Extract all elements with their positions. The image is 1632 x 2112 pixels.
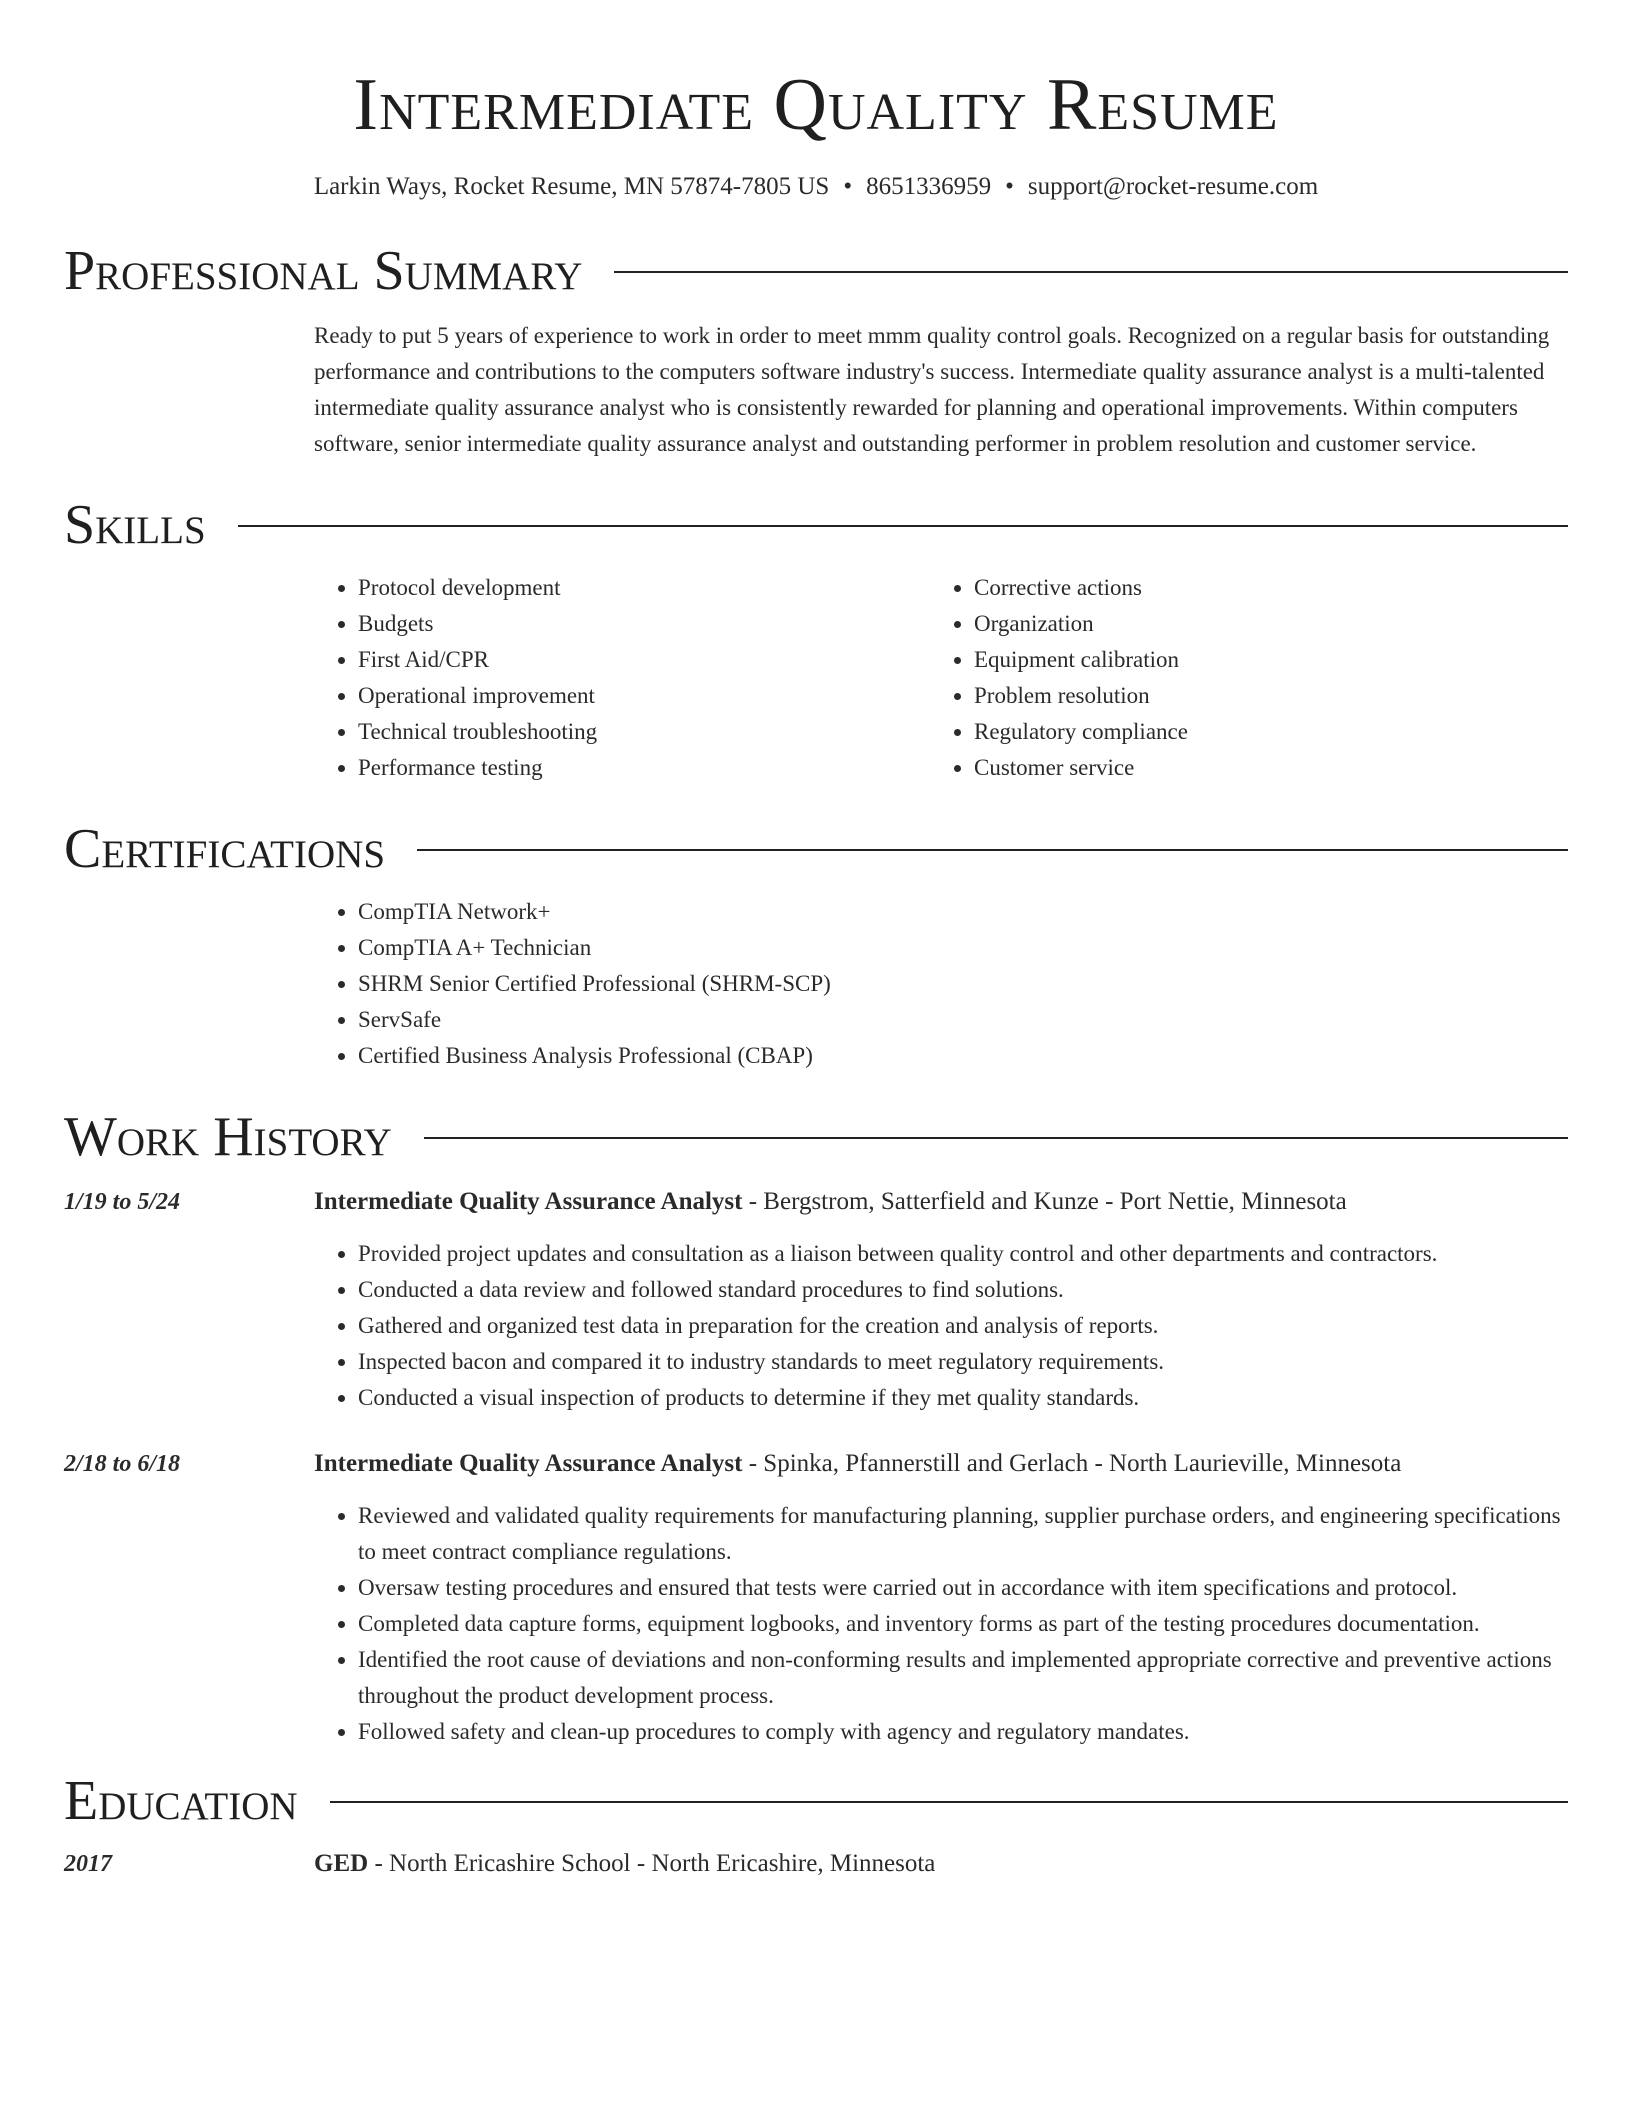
skills-block	[314, 570, 1568, 786]
section-rule	[614, 271, 1568, 273]
education-entry	[64, 1846, 1568, 1882]
skill-item: • First Aid/CPR	[358, 642, 930, 678]
contact-separator: •	[843, 173, 853, 200]
contact-separator: •	[1005, 173, 1014, 200]
section-rule	[330, 1801, 1568, 1803]
job-entry	[64, 1184, 1568, 1416]
section-title-summary: Professional Summary	[64, 240, 583, 302]
section-header-summary	[64, 238, 1568, 304]
section-header-skills	[64, 492, 1568, 558]
job-bullets	[314, 1236, 1568, 1416]
job-bullet: • Conducted a visual inspection of products to determine if they met quality standards.	[358, 1380, 1568, 1416]
skill-item: • Budgets	[358, 606, 930, 642]
skills-grid	[314, 570, 1568, 786]
job-bullet: • Gathered and organized test data in preparation for the creation and analysis of reports.	[358, 1308, 1568, 1344]
job-title: Intermediate Quality Assurance Analyst	[314, 1188, 743, 1215]
job-title: Intermediate Quality Assurance Analyst	[314, 1450, 743, 1477]
job-bullets-block	[314, 1498, 1568, 1750]
skill-item: • Performance testing	[358, 750, 930, 786]
summary-block	[314, 318, 1568, 462]
job-bullet: • Conducted a data review and followed standard procedures to find solutions.	[358, 1272, 1568, 1308]
contact-line	[64, 170, 1568, 204]
section-header-certifications	[64, 816, 1568, 882]
skill-item: • Corrective actions	[974, 570, 1546, 606]
skill-item: • Protocol development	[358, 570, 930, 606]
job-entry	[64, 1446, 1568, 1750]
contact-address: Larkin Ways, Rocket Resume, MN 57874-7805 US	[313, 173, 830, 200]
job-title-line	[314, 1184, 1347, 1220]
section-rule	[417, 849, 1568, 851]
certification-item: • CompTIA Network+	[358, 894, 1568, 930]
job-bullets-block	[314, 1236, 1568, 1416]
job-bullet: • Reviewed and validated quality requirements for manufacturing planning, supplier purchase orders, and engineering specifications to meet contract compliance regulations.	[358, 1498, 1568, 1570]
job-employer: - Spinka, Pfannerstill and Gerlach - North Laurieville, Minnesota	[742, 1450, 1402, 1477]
summary-text: Ready to put 5 years of experience to work in order to meet mmm quality control goals. Recognized on a regular basis for outstanding performance and contributions to the computers software industry's success. Intermediate quality assurance analyst is a multi-talented intermediate quality assurance analyst who is consistently rewarded for planning and operational improvements. Within computers software, senior intermediate quality assurance analyst and outstanding performer in problem resolution and customer service.	[314, 323, 1550, 456]
section-title-education: Education	[64, 1770, 298, 1832]
skill-item: • Customer service	[974, 750, 1546, 786]
job-bullet: • Followed safety and clean-up procedures to comply with agency and regulatory mandates.	[358, 1714, 1568, 1750]
education-block	[64, 1846, 1568, 1882]
skill-item: • Problem resolution	[974, 678, 1546, 714]
skill-item: • Regulatory compliance	[974, 714, 1546, 750]
section-header-work	[64, 1104, 1568, 1170]
job-bullet: • Provided project updates and consultation as a liaison between quality control and other departments and contractors.	[358, 1236, 1568, 1272]
certification-item: • Certified Business Analysis Professional (CBAP)	[358, 1038, 1568, 1074]
skills-list-left	[314, 570, 930, 786]
job-header	[64, 1184, 1568, 1220]
certifications-list	[314, 894, 1568, 1074]
section-title-certifications: Certifications	[64, 818, 386, 880]
work-history-block	[64, 1184, 1568, 1750]
resume-title: Intermediate Quality Resume	[353, 64, 1279, 146]
education-year: 2017	[64, 1851, 112, 1877]
job-bullet: • Inspected bacon and compared it to industry standards to meet regulatory requirements.	[358, 1344, 1568, 1380]
job-bullets	[314, 1498, 1568, 1750]
job-header	[64, 1446, 1568, 1482]
section-title-work: Work History	[64, 1106, 392, 1168]
job-dates: 1/19 to 5/24	[64, 1189, 181, 1215]
skill-item: • Organization	[974, 606, 1546, 642]
certification-item: • CompTIA A+ Technician	[358, 930, 1568, 966]
skill-item: • Equipment calibration	[974, 642, 1546, 678]
skill-item: • Technical troubleshooting	[358, 714, 930, 750]
skills-list-right	[930, 570, 1546, 786]
skill-item: • Operational improvement	[358, 678, 930, 714]
section-rule	[424, 1137, 1568, 1139]
education-degree: GED	[314, 1850, 369, 1877]
job-bullet: • Identified the root cause of deviations and non-conforming results and implemented appropriate corrective and preventive actions throughout the product development process.	[358, 1642, 1568, 1714]
education-line	[314, 1846, 935, 1882]
job-title-line	[314, 1446, 1401, 1482]
job-bullet: • Completed data capture forms, equipment logbooks, and inventory forms as part of the testing procedures documentation.	[358, 1606, 1568, 1642]
job-employer: - Bergstrom, Satterfield and Kunze - Port Nettie, Minnesota	[742, 1188, 1347, 1215]
contact-phone: 8651336959	[866, 173, 992, 200]
job-bullet: • Oversaw testing procedures and ensured that tests were carried out in accordance with item specifications and protocol.	[358, 1570, 1568, 1606]
section-rule	[238, 525, 1568, 527]
section-header-education	[64, 1768, 1568, 1834]
section-title-skills: Skills	[64, 494, 206, 556]
certifications-block	[314, 894, 1568, 1074]
certification-item: • ServSafe	[358, 1002, 1568, 1038]
contact-email: support@rocket-resume.com	[1027, 173, 1319, 200]
education-school: - North Ericashire School - North Ericashire, Minnesota	[368, 1850, 936, 1877]
certification-item: • SHRM Senior Certified Professional (SHRM-SCP)	[358, 966, 1568, 1002]
job-dates: 2/18 to 6/18	[64, 1451, 181, 1477]
